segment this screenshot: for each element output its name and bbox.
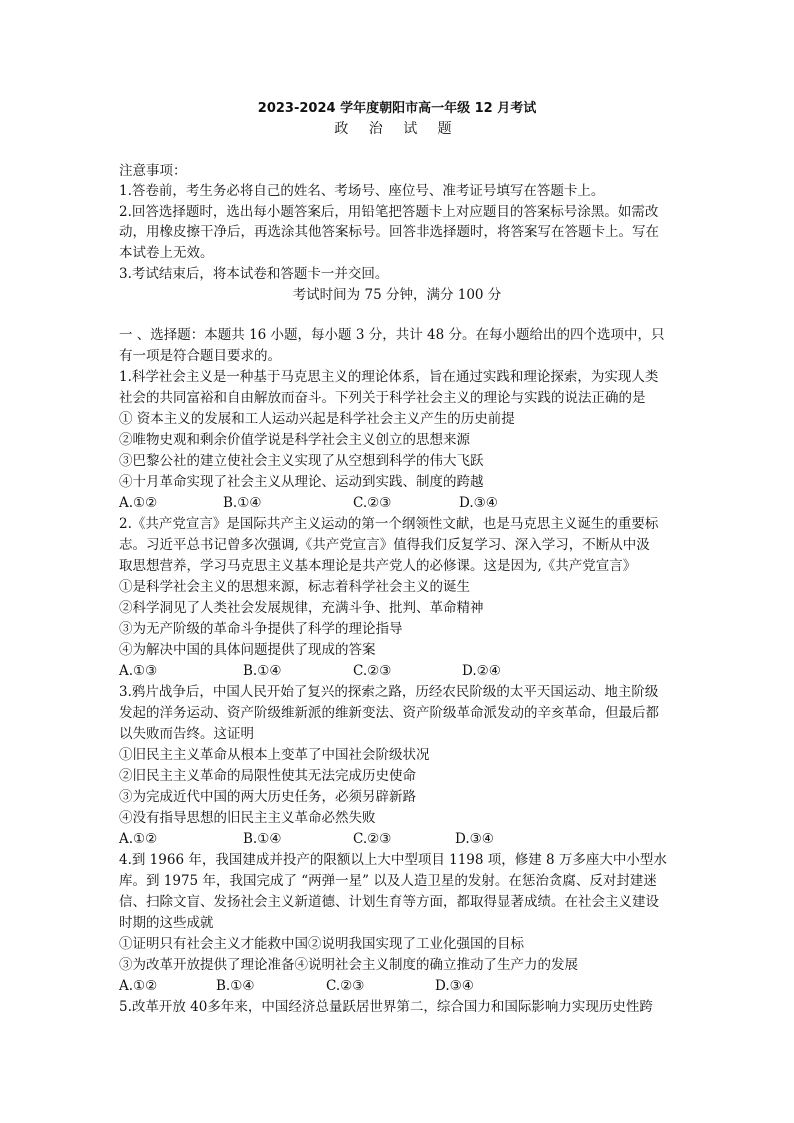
option-d[interactable]: D.③④ — [459, 495, 498, 511]
option-c[interactable]: C.②③ — [326, 978, 365, 994]
question-2-stem: 志。习近平总书记曾多次强调,《共产党宣言》值得我们反复学习、深入学习，不断从中汲 — [119, 537, 650, 553]
exam-subtitle: 政 治 试 题 — [334, 121, 460, 137]
question-2-statement: ③为无产阶级的革命斗争提供了科学的理论指导 — [119, 621, 403, 637]
question-2-statement: ①是科学社会主义的思想来源，标志着科学社会主义的诞生 — [119, 579, 470, 595]
question-2-stem: 2.《共产党宣言》是国际共产主义运动的第一个纲领性文献，也是马克思主义诞生的重要标 — [119, 516, 659, 532]
notice-line: 动，用橡皮擦干净后，再选涂其他答案标号。回答非选择题时，将答案写在答题卡上。写在 — [119, 224, 659, 240]
question-4-statement: ③为改革开放提供了理论准备④说明社会主义制度的确立推动了生产力的发展 — [119, 957, 578, 973]
question-3-stem: 发起的洋务运动、资产阶级维新派的维新变法、资产阶级革命派发动的辛亥革命，但最后都 — [119, 705, 659, 721]
option-a[interactable]: A.①③ — [119, 663, 158, 679]
option-b[interactable]: B.①④ — [223, 495, 262, 511]
option-d[interactable]: D.③④ — [455, 831, 494, 847]
question-3-stem: 3.鸦片战争后，中国人民开始了复兴的探索之路，历经农民阶级的太平天国运动、地主阶级 — [119, 684, 659, 700]
question-4-stem: 库。到 1975 年，我国完成了 “两弹一星” 以及人造卫星的发射。在惩治贪腐、反对封建迷 — [119, 873, 657, 889]
option-d[interactable]: D.③④ — [435, 978, 474, 994]
option-c[interactable]: C.②③ — [353, 663, 392, 679]
question-4-statement: ①证明只有社会主义才能救中国②说明我国实现了工业化强国的目标 — [119, 936, 524, 952]
question-1-stem: 1.科学社会主义是一种基于马克思主义的理论体系，旨在通过实践和理论探索，为实现人类 — [119, 369, 659, 385]
option-c[interactable]: C.②③ — [353, 831, 392, 847]
question-3-stem: 以失败而告终。这证明 — [119, 726, 254, 742]
option-c[interactable]: C.②③ — [353, 495, 392, 511]
notice-line: 本试卷上无效。 — [119, 245, 214, 261]
notice-line: 3.考试结束后，将本试卷和答题卡一并交回。 — [119, 266, 389, 282]
question-4-stem: 信、扫除文盲、发扬社会主义新道德、计划生育等方面，都取得显著成绩。在社会主义建设 — [119, 894, 659, 910]
question-2-stem: 取思想营养，学习马克思主义基本理论是共产党人的必修课。这是因为,《共产党宣言》 — [119, 558, 637, 574]
option-a[interactable]: A.①② — [119, 978, 158, 994]
question-1-stem: 社会的共同富裕和自由解放而奋斗。下列关于科学社会主义的理论与实践的说法正确的是 — [119, 390, 646, 406]
option-b[interactable]: B.①④ — [243, 663, 282, 679]
option-b[interactable]: B.①④ — [216, 978, 255, 994]
question-1-statement: ②唯物史观和剩余价值学说是科学社会主义创立的思想来源 — [119, 432, 470, 448]
section-instruction: 有一项是符合题目要求的。 — [119, 348, 281, 364]
exam-time-info: 考试时间为 75 分钟，满分 100 分 — [292, 287, 502, 303]
question-3-statement: ①旧民主主义革命从根本上变革了中国社会阶级状况 — [119, 747, 430, 763]
exam-title: 2023-2024 学年度朝阳市高一年级 12 月考试 — [257, 101, 537, 116]
question-3-statement: ③为完成近代中国的两大历史任务，必须另辟新路 — [119, 789, 416, 805]
question-1-statement: ① 资本主义的发展和工人运动兴起是科学社会主义产生的历史前提 — [119, 411, 515, 427]
notice-heading: 注意事项： — [119, 163, 187, 179]
notice-line: 2.回答选择题时，选出每小题答案后，用铅笔把答题卡上对应题目的答案标号涂黑。如需改 — [119, 204, 659, 220]
option-d[interactable]: D.②④ — [462, 663, 501, 679]
option-a[interactable]: A.①② — [119, 831, 158, 847]
question-2-statement: ④为解决中国的具体问题提供了现成的答案 — [119, 642, 376, 658]
question-1-statement: ④十月革命实现了社会主义从理论、运动到实践、制度的跨越 — [119, 474, 484, 490]
question-3-statement: ④没有指导思想的旧民主主义革命必然失败 — [119, 810, 376, 826]
question-4-stem: 时期的这些成就 — [119, 915, 214, 931]
question-1-statement: ③巴黎公社的建立使社会主义实现了从空想到科学的伟大飞跃 — [119, 453, 484, 469]
question-2-statement: ②科学洞见了人类社会发展规律，充满斗争、批判、革命精神 — [119, 600, 484, 616]
question-4-stem: 4.到 1966 年，我国建成并投产的限额以上大中型项目 1198 项，修建 8 万多座大中小型水 — [119, 852, 667, 868]
question-3-statement: ②旧民主主义革命的局限性使其无法完成历史使命 — [119, 768, 416, 784]
option-a[interactable]: A.①② — [119, 495, 158, 511]
section-instruction: 一 、选择题：本题共 16 小题，每小题 3 分，共计 48 分。在每小题给出的四个选项中，只 — [119, 327, 665, 343]
option-b[interactable]: B.①④ — [243, 831, 282, 847]
question-5-stem: 5.改革开放 40多年来，中国经济总量跃居世界第二，综合国力和国际影响力实现历史性跨 — [119, 999, 653, 1015]
notice-line: 1.答卷前，考生务必将自己的姓名、考场号、座位号、准考证号填写在答题卡上。 — [119, 183, 605, 199]
